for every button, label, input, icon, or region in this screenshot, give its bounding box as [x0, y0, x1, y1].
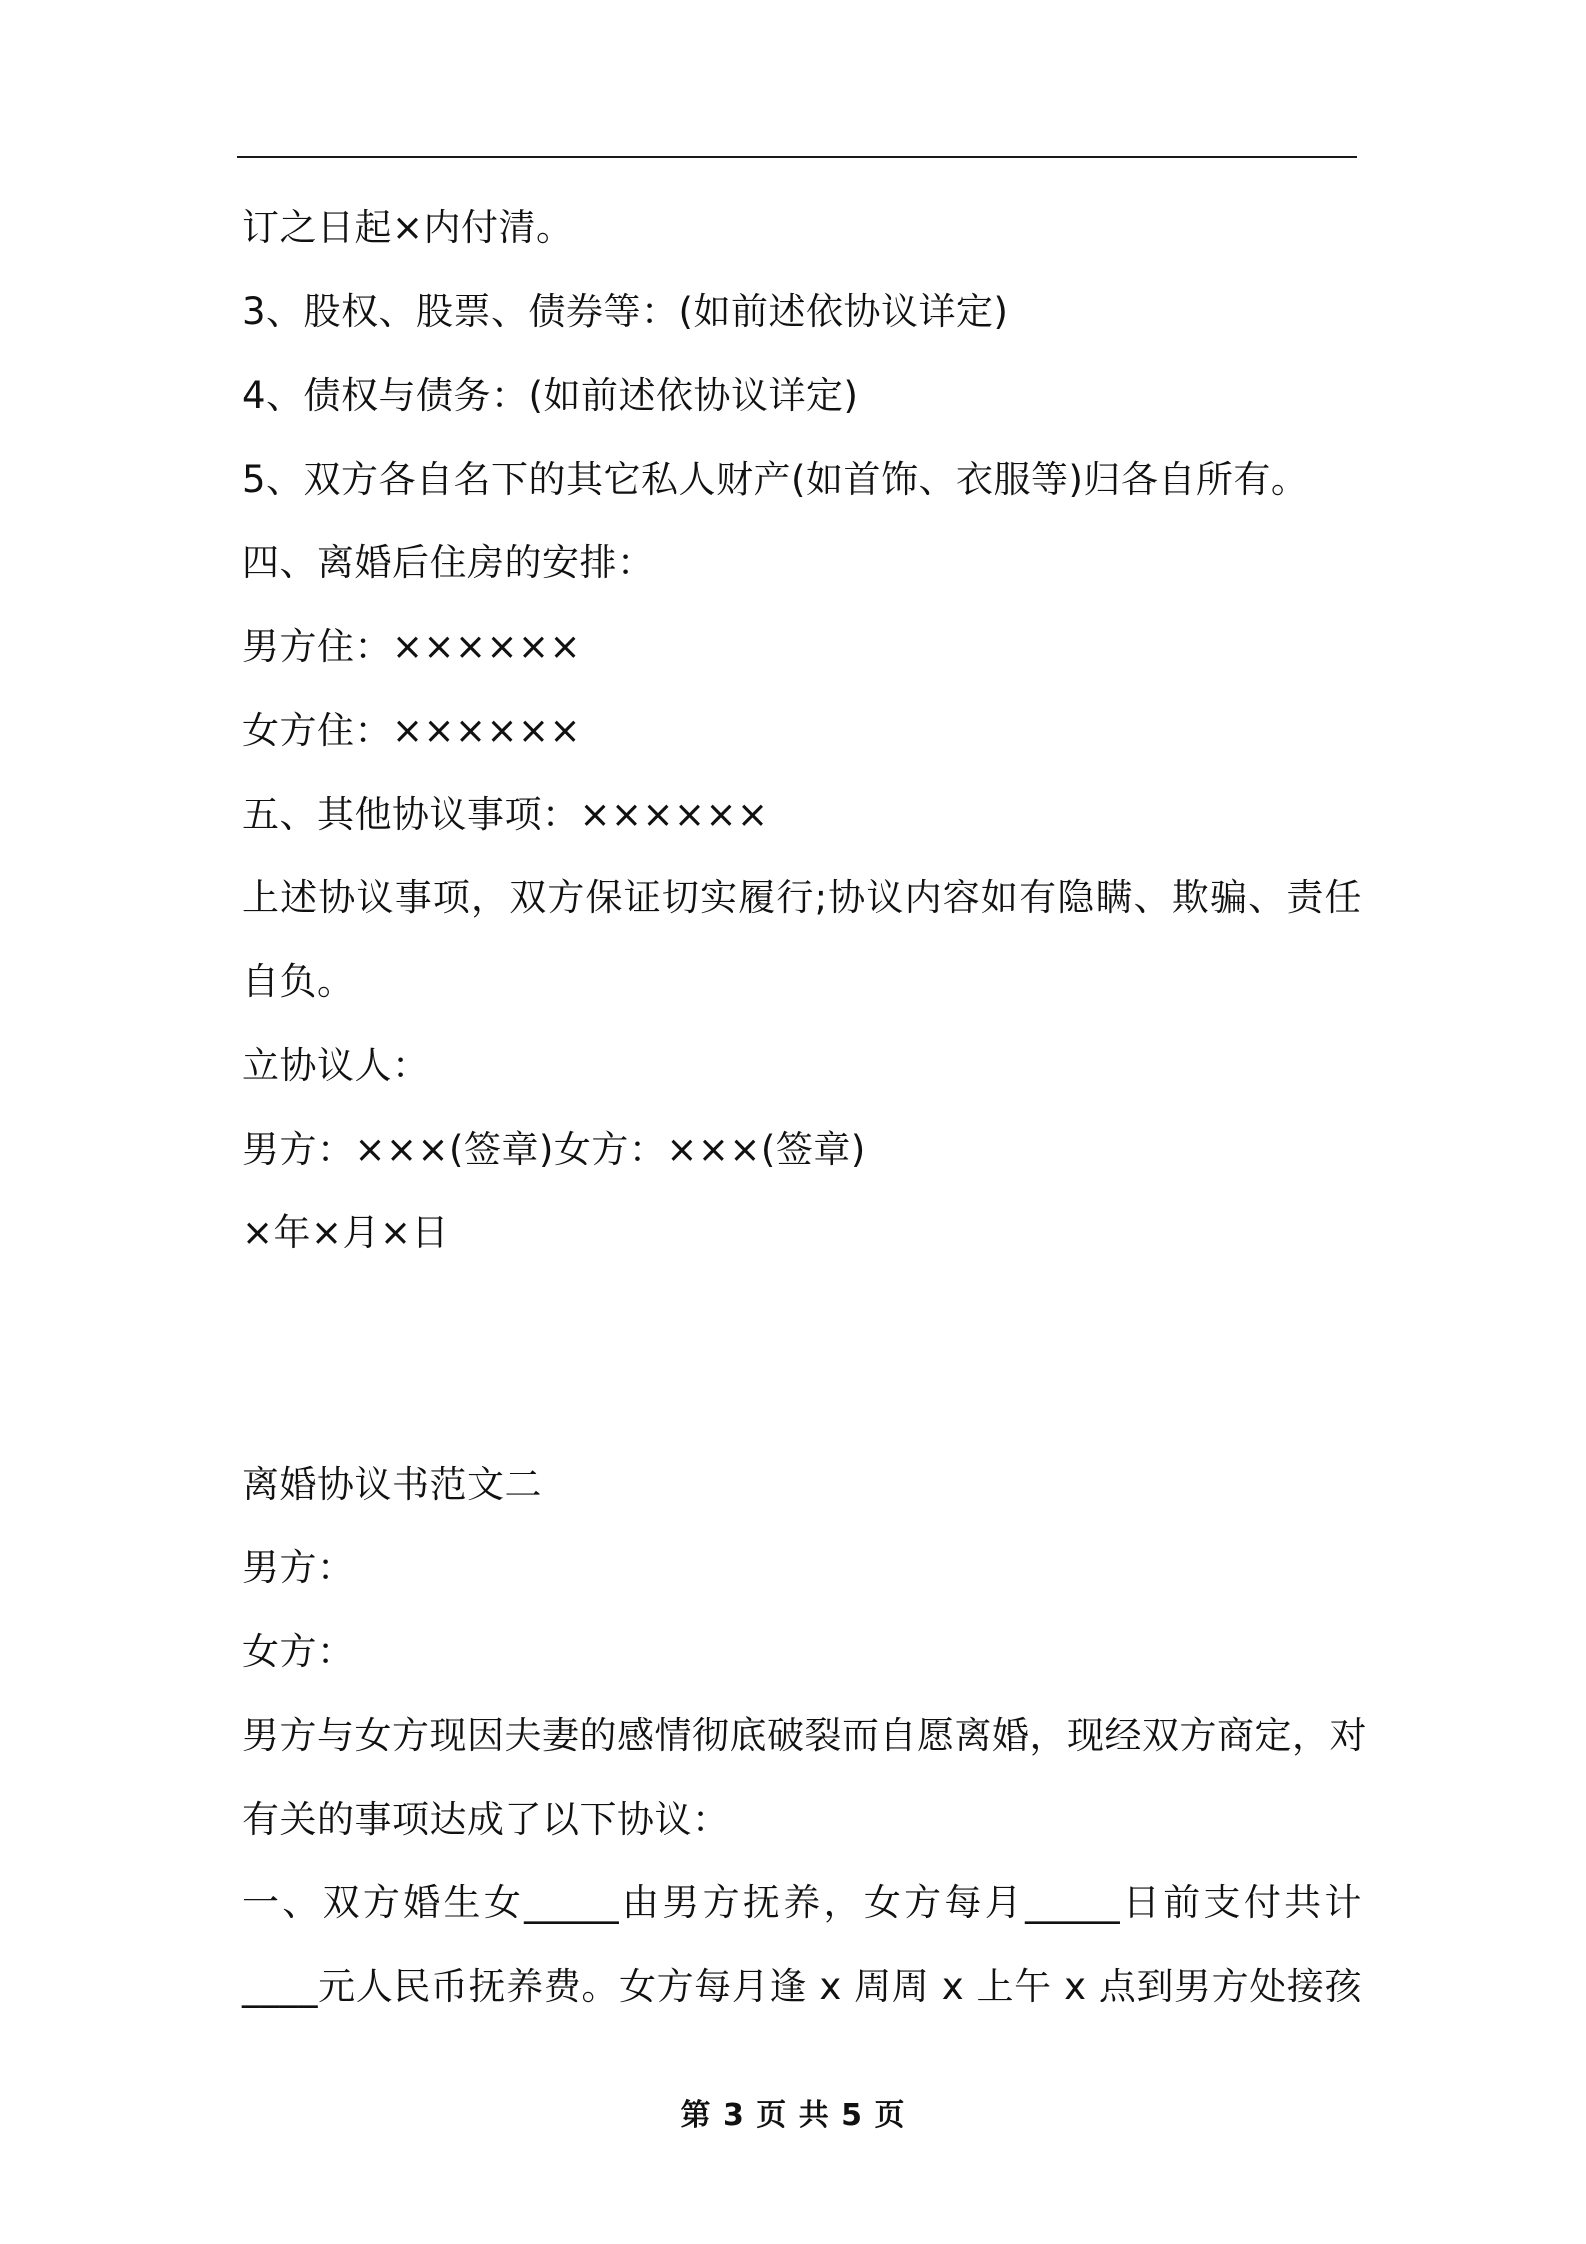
text-line: 女方住：×××××× [242, 709, 582, 752]
text-line: 一、双方婚生女_____由男方抚养，女方每月_____日前支付共计 [242, 1881, 1362, 1924]
text-line: 立协议人： [242, 1044, 430, 1087]
text-line: 3、股权、股票、债券等：(如前述依协议详定) [242, 290, 1009, 333]
text-line: 自负。 [242, 960, 355, 1003]
text-line: 男方： [242, 1546, 355, 1589]
text-line: 4、债权与债务：(如前述依协议详定) [242, 374, 859, 417]
text-line: 有关的事项达成了以下协议： [242, 1798, 730, 1841]
date-line: ×年×月×日 [242, 1211, 450, 1254]
page-number: 第 3 页 共 5 页 [680, 2098, 906, 2133]
text-line: 女方： [242, 1630, 355, 1673]
text-line: ____元人民币抚养费。女方每月逢 x 周周 x 上午 x 点到男方处接孩 [242, 1965, 1362, 2008]
document-title: 离婚协议书范文二 [242, 1463, 542, 1506]
text-line: 5、双方各自名下的其它私人财产(如首饰、衣服等)归各自所有。 [242, 458, 1309, 501]
text-line: 上述协议事项，双方保证切实履行;协议内容如有隐瞒、欺骗、责任 [242, 876, 1362, 919]
text-line: 订之日起×内付清。 [242, 206, 574, 249]
header-divider [237, 156, 1357, 158]
text-line: 男方与女方现因夫妻的感情彻底破裂而自愿离婚，现经双方商定，对 [242, 1714, 1367, 1757]
section-heading: 五、其他协议事项：×××××× [242, 793, 769, 836]
signature-line: 男方：×××(签章)女方：×××(签章) [242, 1128, 866, 1171]
text-line: 男方住：×××××× [242, 625, 582, 668]
section-heading: 四、离婚后住房的安排： [242, 541, 655, 584]
